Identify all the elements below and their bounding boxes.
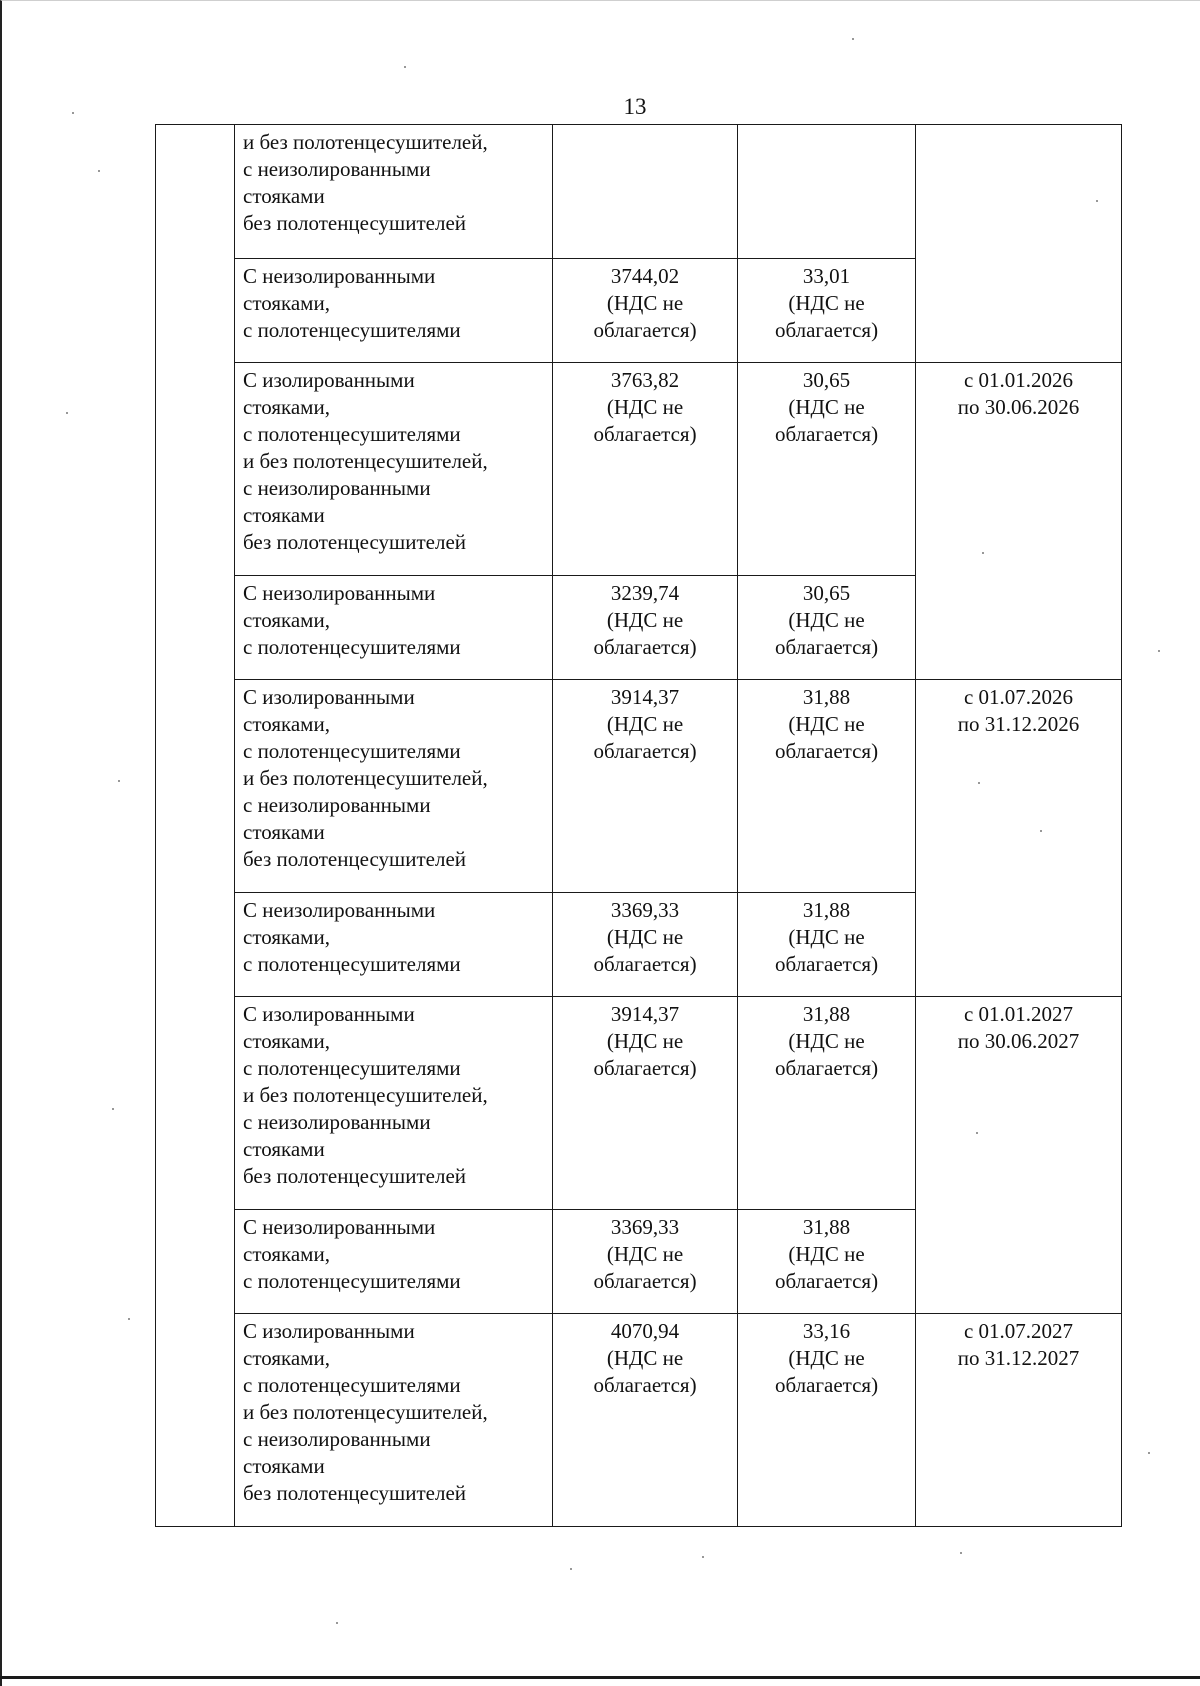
- page-number: 13: [623, 94, 647, 119]
- period-cell: [916, 125, 1122, 363]
- scan-speck: [118, 780, 120, 782]
- scan-speck: [66, 412, 68, 414]
- scan-speck: [98, 170, 100, 172]
- tariff-value-cell: 3369,33 (НДС не облагается): [553, 893, 738, 997]
- scan-speck: [1158, 650, 1160, 652]
- period-cell: с 01.01.2026 по 30.06.2026: [916, 363, 1122, 680]
- tariff-component-cell: 30,65 (НДС не облагается): [738, 363, 916, 576]
- tariff-value-cell: 3914,37 (НДС не облагается): [553, 680, 738, 893]
- description-cell: С изолированными стояками, с полотенцесушителями и без полотенцесушителей, с неизолированными стояками без полотенцесушителей: [235, 997, 553, 1210]
- scan-speck: [978, 782, 980, 784]
- tariff-value-cell: 4070,94 (НДС не облагается): [553, 1314, 738, 1527]
- tariff-value-cell: 3914,37 (НДС не облагается): [553, 997, 738, 1210]
- tariff-value-cell: [553, 125, 738, 259]
- description-cell: и без полотенцесушителей, с неизолированными стояками без полотенцесушителей: [235, 125, 553, 259]
- tariff-value-cell: 3763,82 (НДС не облагается): [553, 363, 738, 576]
- table-row: [156, 125, 1122, 259]
- period-cell: с 01.07.2027 по 31.12.2027: [916, 1314, 1122, 1527]
- table-row: [156, 997, 1122, 1210]
- description-cell: С неизолированными стояками, с полотенцесушителями: [235, 576, 553, 680]
- scan-speck: [336, 1622, 338, 1624]
- description-cell: С изолированными стояками, с полотенцесушителями и без полотенцесушителей, с неизолированными стояками без полотенцесушителей: [235, 1314, 553, 1527]
- scan-speck: [72, 112, 74, 114]
- row-number-cell: [156, 125, 235, 1527]
- scan-speck: [1040, 830, 1042, 832]
- scan-speck: [570, 1568, 572, 1570]
- table-row: [156, 363, 1122, 576]
- period-cell: с 01.07.2026 по 31.12.2026: [916, 680, 1122, 997]
- tariff-component-cell: 31,88 (НДС не облагается): [738, 893, 916, 997]
- tariff-component-cell: 30,65 (НДС не облагается): [738, 576, 916, 680]
- table-row: [156, 680, 1122, 893]
- description-cell: С неизолированными стояками, с полотенцесушителями: [235, 1210, 553, 1314]
- tariff-component-cell: 33,16 (НДС не облагается): [738, 1314, 916, 1527]
- tariff-value-cell: 3744,02 (НДС не облагается): [553, 259, 738, 363]
- page-bottom-border: [0, 1676, 1200, 1679]
- scan-speck: [852, 38, 854, 40]
- description-cell: С неизолированными стояками, с полотенцесушителями: [235, 893, 553, 997]
- description-cell: С неизолированными стояками, с полотенцесушителями: [235, 259, 553, 363]
- table-row: [156, 1314, 1122, 1527]
- scan-speck: [112, 1108, 114, 1110]
- scan-speck: [128, 1318, 130, 1320]
- scan-speck: [960, 1552, 962, 1554]
- description-cell: С изолированными стояками, с полотенцесушителями и без полотенцесушителей, с неизолированными стояками без полотенцесушителей: [235, 363, 553, 576]
- tariff-component-cell: 33,01 (НДС не облагается): [738, 259, 916, 363]
- tariff-value-cell: 3369,33 (НДС не облагается): [553, 1210, 738, 1314]
- scan-speck: [702, 1556, 704, 1558]
- scan-speck: [976, 1132, 978, 1134]
- scan-speck: [982, 552, 984, 554]
- tariff-value-cell: 3239,74 (НДС не облагается): [553, 576, 738, 680]
- tariff-component-cell: 31,88 (НДС не облагается): [738, 1210, 916, 1314]
- tariff-component-cell: [738, 125, 916, 259]
- scan-speck: [1148, 1452, 1150, 1454]
- tariff-component-cell: 31,88 (НДС не облагается): [738, 680, 916, 893]
- period-cell: с 01.01.2027 по 30.06.2027: [916, 997, 1122, 1314]
- description-cell: С изолированными стояками, с полотенцесушителями и без полотенцесушителей, с неизолированными стояками без полотенцесушителей: [235, 680, 553, 893]
- tariff-component-cell: 31,88 (НДС не облагается): [738, 997, 916, 1210]
- scan-speck: [404, 66, 406, 68]
- tariff-table: [155, 124, 1122, 1527]
- scan-speck: [1096, 200, 1098, 202]
